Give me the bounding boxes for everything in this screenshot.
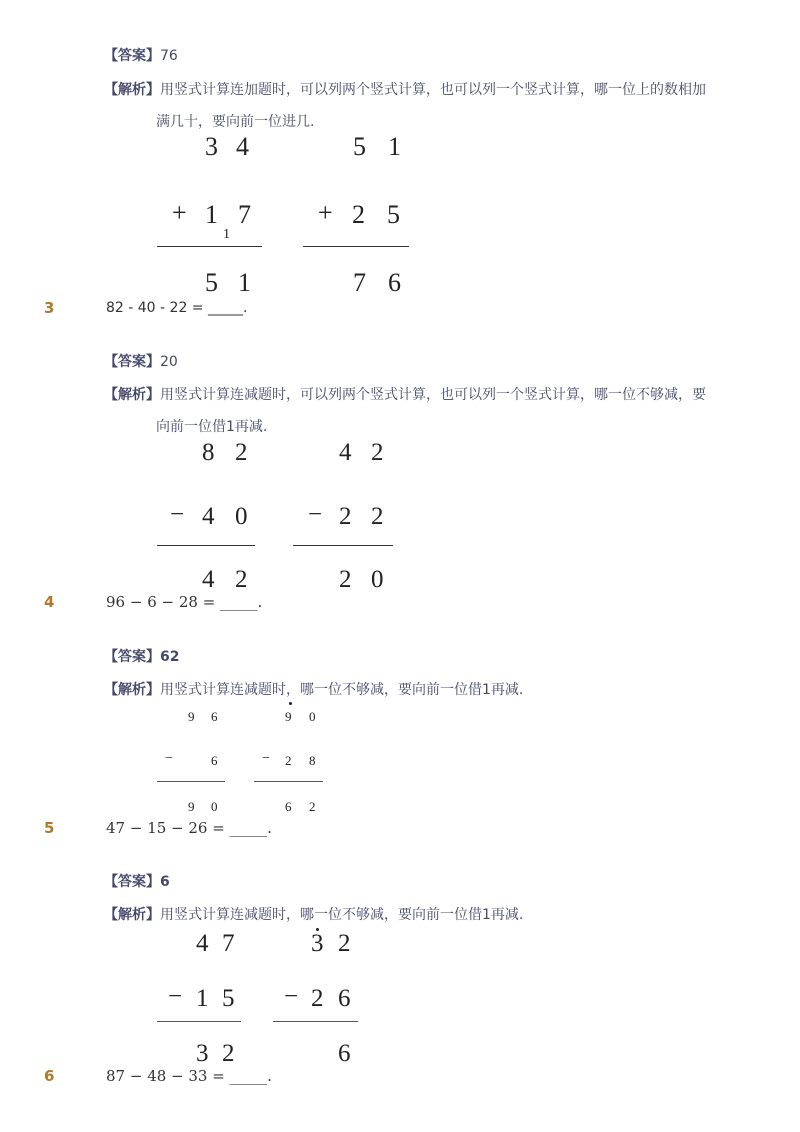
digit: 9 (188, 709, 195, 724)
digit: 3 (311, 930, 324, 957)
operator-plus: + (318, 198, 333, 227)
analysis-text: 用竖式计算连减题时，哪一位不够减，要向前一位借1再减. (160, 907, 524, 923)
analysis-line-4 (104, 904, 523, 924)
digit: 0 (211, 799, 218, 814)
difference-line (273, 1021, 358, 1022)
sum-line (303, 246, 409, 247)
digit: 4 (339, 439, 352, 466)
digit: 9 (188, 799, 195, 814)
answer-label: 【答案】 (104, 874, 160, 890)
digit: 2 (371, 439, 384, 466)
digit: 1 (196, 985, 209, 1012)
operator-minus: − (308, 501, 323, 528)
operator-minus: − (168, 983, 183, 1010)
digit: 0 (371, 566, 384, 593)
difference-line (254, 781, 323, 782)
digit: 5 (222, 985, 235, 1012)
question-text: 47 − 15 − 26 = _____. (106, 819, 272, 837)
analysis-label: 【解析】 (104, 907, 160, 923)
answer-label: 【答案】 (104, 48, 160, 64)
answer-line-2 (104, 351, 178, 371)
difference-line (157, 1021, 241, 1022)
question-text: 96 − 6 − 28 = _____. (106, 593, 263, 611)
operator-minus: − (262, 751, 270, 766)
digit: 2 (311, 985, 324, 1012)
operator-minus: − (284, 983, 299, 1010)
analysis-label: 【解析】 (104, 387, 160, 403)
digit: 3 (196, 1040, 209, 1067)
operator-minus: − (170, 501, 185, 528)
analysis-label: 【解析】 (104, 82, 160, 98)
analysis-line-1 (104, 79, 706, 99)
digit: 8 (202, 439, 215, 466)
answer-value: 62 (160, 649, 180, 665)
digit: 2 (339, 503, 352, 530)
answer-value: 76 (160, 48, 178, 64)
question-number: 3 (44, 299, 55, 317)
digit: 7 (353, 268, 366, 297)
digit: 2 (338, 930, 351, 957)
digit: 6 (211, 753, 218, 768)
borrow-dot (289, 702, 292, 705)
digit: 1 (205, 200, 218, 229)
digit: 8 (309, 753, 316, 768)
question-number: 4 (44, 593, 55, 611)
answer-value: 6 (160, 874, 170, 890)
digit: 4 (202, 566, 215, 593)
digit: 2 (371, 503, 384, 530)
digit: 1 (388, 132, 401, 161)
question-number: 5 (44, 819, 55, 837)
digit: 1 (238, 268, 251, 297)
digit: 5 (387, 200, 400, 229)
digit: 2 (309, 799, 316, 814)
digit: 0 (235, 503, 248, 530)
digit: 2 (339, 566, 352, 593)
digit: 6 (388, 268, 401, 297)
digit: 5 (353, 132, 366, 161)
difference-line (157, 781, 225, 782)
digit: 0 (309, 709, 316, 724)
digit: 6 (285, 799, 292, 814)
analysis-line-3 (104, 679, 523, 699)
sum-line (157, 246, 262, 247)
digit: 7 (222, 930, 235, 957)
digit: 7 (238, 200, 251, 229)
digit: 2 (235, 566, 248, 593)
digit: 6 (211, 709, 218, 724)
digit: 4 (196, 930, 209, 957)
answer-value: 20 (160, 354, 178, 370)
digit: 4 (202, 503, 215, 530)
analysis-text: 用竖式计算连减题时，可以列两个竖式计算，也可以列一个竖式计算，哪一位不够减，要 (160, 387, 706, 403)
digit: 6 (338, 985, 351, 1012)
answer-label: 【答案】 (104, 649, 160, 665)
digit: 4 (236, 132, 249, 161)
carry-digit: 1 (223, 227, 230, 242)
answer-line-3 (104, 646, 179, 666)
answer-line-1 (104, 45, 178, 65)
digit: 2 (235, 439, 248, 466)
question-text: 87 − 48 − 33 = _____. (106, 1067, 272, 1085)
digit: 6 (338, 1040, 351, 1067)
operator-plus: + (172, 198, 187, 227)
question-text: 82 - 40 - 22 = _____. (106, 300, 248, 316)
answer-line-4 (104, 871, 170, 891)
operator-minus: − (165, 751, 173, 766)
digit: 5 (205, 268, 218, 297)
analysis-text: 用竖式计算连减题时，哪一位不够减，要向前一位借1再减. (160, 682, 524, 698)
analysis-text: 用竖式计算连加题时，可以列两个竖式计算，也可以列一个竖式计算，哪一位上的数相加 (160, 82, 706, 98)
difference-line (293, 545, 393, 546)
digit: 9 (285, 709, 292, 724)
digit: 2 (352, 200, 365, 229)
difference-line (157, 545, 255, 546)
question-number: 6 (44, 1067, 55, 1085)
analysis-label: 【解析】 (104, 682, 160, 698)
analysis-text-continued: 向前一位借1再减. (156, 419, 268, 435)
digit: 2 (285, 753, 292, 768)
answer-label: 【答案】 (104, 354, 160, 370)
analysis-text-continued: 满几十，要向前一位进几. (156, 114, 315, 130)
analysis-line-2 (104, 384, 706, 404)
digit: 2 (222, 1040, 235, 1067)
digit: 3 (205, 132, 218, 161)
